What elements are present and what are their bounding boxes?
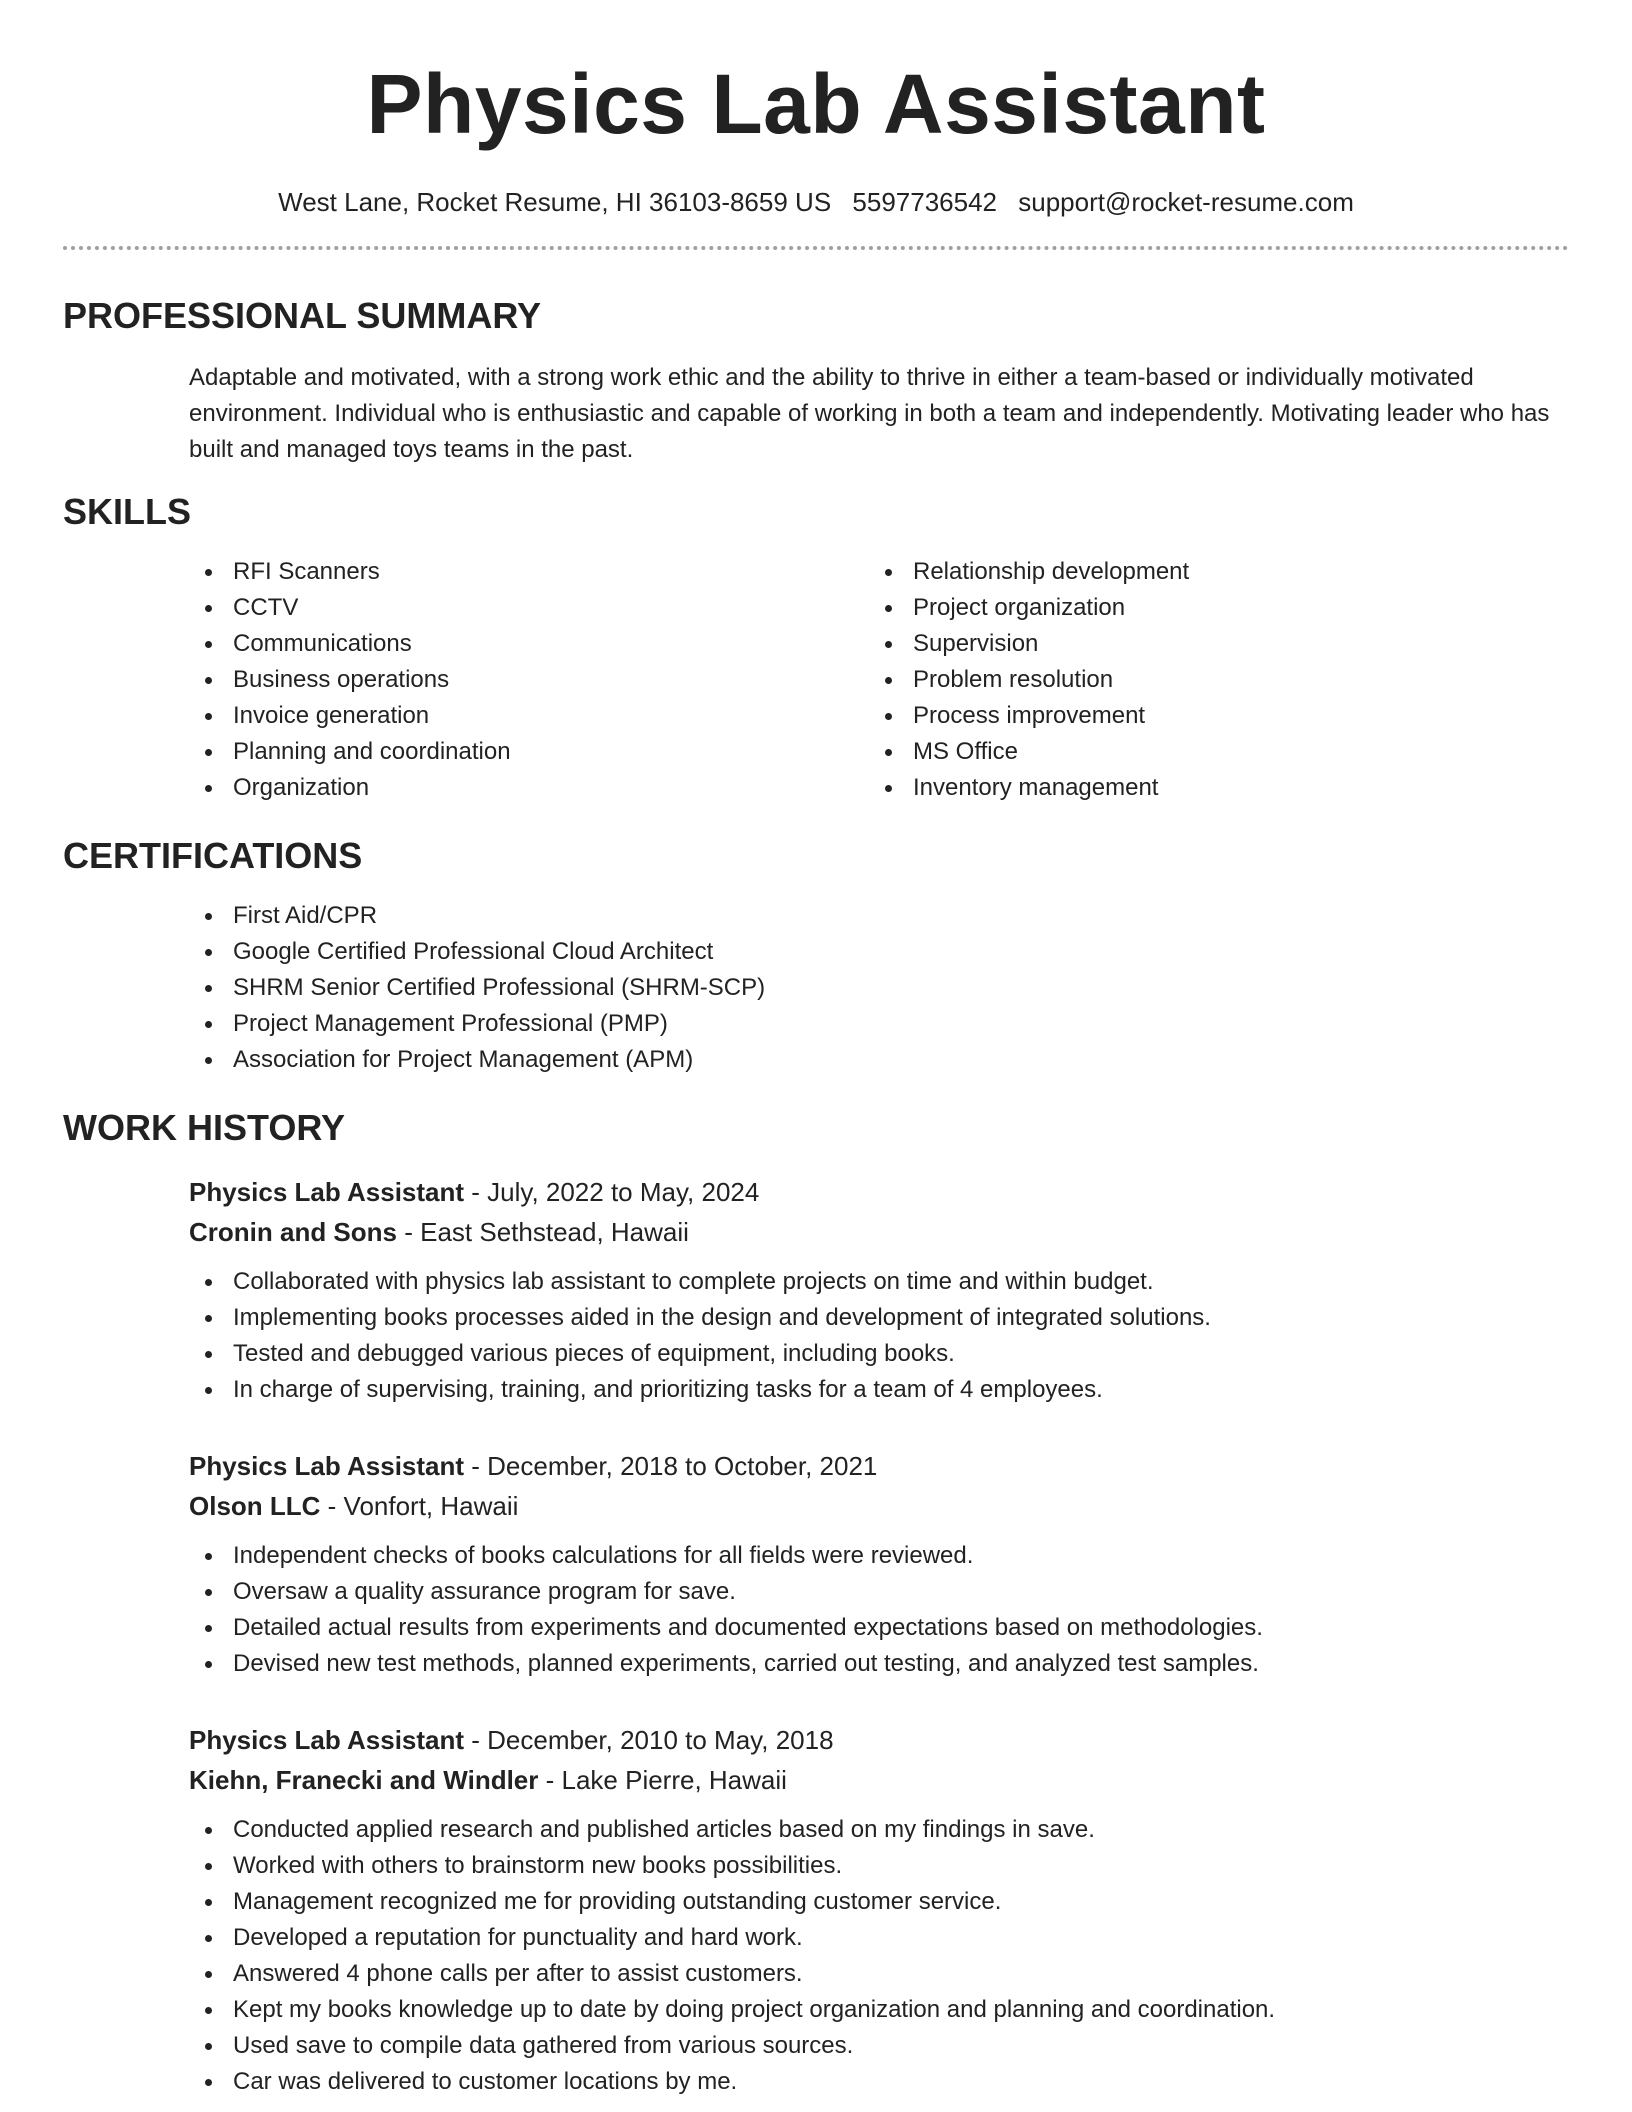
skill-item: Business operations: [189, 662, 869, 698]
job-dates: - December, 2018 to October, 2021: [464, 1451, 878, 1481]
job-entry: [189, 1446, 1569, 1682]
certification-item: Google Certified Professional Cloud Architect: [189, 934, 1569, 970]
certification-item: First Aid/CPR: [189, 898, 1569, 934]
job-title-line: [189, 1172, 1569, 1212]
skill-item: Organization: [189, 770, 869, 806]
skill-item: RFI Scanners: [189, 554, 869, 590]
skill-item: Planning and coordination: [189, 734, 869, 770]
job-bullets: [189, 1812, 1569, 2100]
skill-item: Inventory management: [869, 770, 1549, 806]
contact-phone: 5597736542: [852, 187, 998, 217]
resume-title: Physics Lab Assistant: [366, 57, 1266, 151]
job-dates: - December, 2010 to May, 2018: [464, 1725, 834, 1755]
work-history-heading: WORK HISTORY: [63, 1107, 346, 1148]
job-bullet: Implementing books processes aided in the design and development of integrated solutions.: [189, 1300, 1569, 1336]
header-divider: [63, 246, 1569, 250]
job-bullet: Oversaw a quality assurance program for save.: [189, 1574, 1569, 1610]
job-title-line: [189, 1720, 1569, 1760]
job-bullet: Kept my books knowledge up to date by doing project organization and planning and coordination.: [189, 1992, 1569, 2028]
skill-item: CCTV: [189, 590, 869, 626]
skill-item: Invoice generation: [189, 698, 869, 734]
job-bullet: Used save to compile data gathered from various sources.: [189, 2028, 1569, 2064]
certifications-list: [189, 898, 1569, 1078]
job-title: Physics Lab Assistant: [189, 1177, 465, 1207]
job-bullet: Devised new test methods, planned experiments, carried out testing, and analyzed test samples.: [189, 1646, 1569, 1682]
job-bullet: Management recognized me for providing outstanding customer service.: [189, 1884, 1569, 1920]
summary-heading: PROFESSIONAL SUMMARY: [63, 295, 542, 336]
certification-item: Association for Project Management (APM): [189, 1042, 1569, 1078]
contact-address: West Lane, Rocket Resume, HI 36103-8659 US: [278, 187, 832, 217]
certifications-heading: CERTIFICATIONS: [63, 835, 363, 876]
summary-text: Adaptable and motivated, with a strong work ethic and the ability to thrive in either a team-based or individually motivated environment. Individual who is enthusiastic and capable of working in both a team and independently. Motivating leader who has built and managed toys teams in the past.: [189, 364, 1550, 463]
skills-left-column: [189, 554, 869, 806]
job-entry: [189, 1720, 1569, 2100]
skill-item: Problem resolution: [869, 662, 1549, 698]
skill-item: Project organization: [869, 590, 1549, 626]
job-bullet: Detailed actual results from experiments and documented expectations based on methodologies.: [189, 1610, 1569, 1646]
job-company: Olson LLC: [189, 1491, 321, 1521]
skill-item: Relationship development: [869, 554, 1549, 590]
job-bullet: Developed a reputation for punctuality and hard work.: [189, 1920, 1569, 1956]
job-company-line: [189, 1486, 1569, 1526]
skill-item: Supervision: [869, 626, 1549, 662]
job-title-line: [189, 1446, 1569, 1486]
contact-email: support@rocket-resume.com: [1018, 187, 1354, 217]
job-company: Cronin and Sons: [189, 1217, 397, 1247]
skill-item: Communications: [189, 626, 869, 662]
job-bullets: [189, 1264, 1569, 1408]
job-bullet: Collaborated with physics lab assistant to complete projects on time and within budget.: [189, 1264, 1569, 1300]
job-title: Physics Lab Assistant: [189, 1451, 465, 1481]
job-bullets: [189, 1538, 1569, 1682]
job-bullet: Worked with others to brainstorm new books possibilities.: [189, 1848, 1569, 1884]
skills-heading: SKILLS: [63, 491, 192, 532]
job-dates: - July, 2022 to May, 2024: [464, 1177, 760, 1207]
job-bullet: Car was delivered to customer locations by me.: [189, 2064, 1569, 2100]
skills-grid: [189, 554, 1569, 806]
job-location: - East Sethstead, Hawaii: [397, 1217, 689, 1247]
certification-item: SHRM Senior Certified Professional (SHRM-SCP): [189, 970, 1569, 1006]
contact-line: [63, 186, 1569, 218]
job-entry: [189, 1172, 1569, 1408]
skills-right-column: [869, 554, 1549, 806]
skill-item: MS Office: [869, 734, 1549, 770]
skill-item: Process improvement: [869, 698, 1549, 734]
job-location: - Lake Pierre, Hawaii: [538, 1765, 787, 1795]
job-company: Kiehn, Franecki and Windler: [189, 1765, 539, 1795]
job-bullet: In charge of supervising, training, and prioritizing tasks for a team of 4 employees.: [189, 1372, 1569, 1408]
job-bullet: Tested and debugged various pieces of equipment, including books.: [189, 1336, 1569, 1372]
job-bullet: Independent checks of books calculations for all fields were reviewed.: [189, 1538, 1569, 1574]
job-title: Physics Lab Assistant: [189, 1725, 465, 1755]
job-location: - Vonfort, Hawaii: [320, 1491, 519, 1521]
job-company-line: [189, 1212, 1569, 1252]
job-bullet: Conducted applied research and published articles based on my findings in save.: [189, 1812, 1569, 1848]
certification-item: Project Management Professional (PMP): [189, 1006, 1569, 1042]
job-bullet: Answered 4 phone calls per after to assist customers.: [189, 1956, 1569, 1992]
job-company-line: [189, 1760, 1569, 1800]
